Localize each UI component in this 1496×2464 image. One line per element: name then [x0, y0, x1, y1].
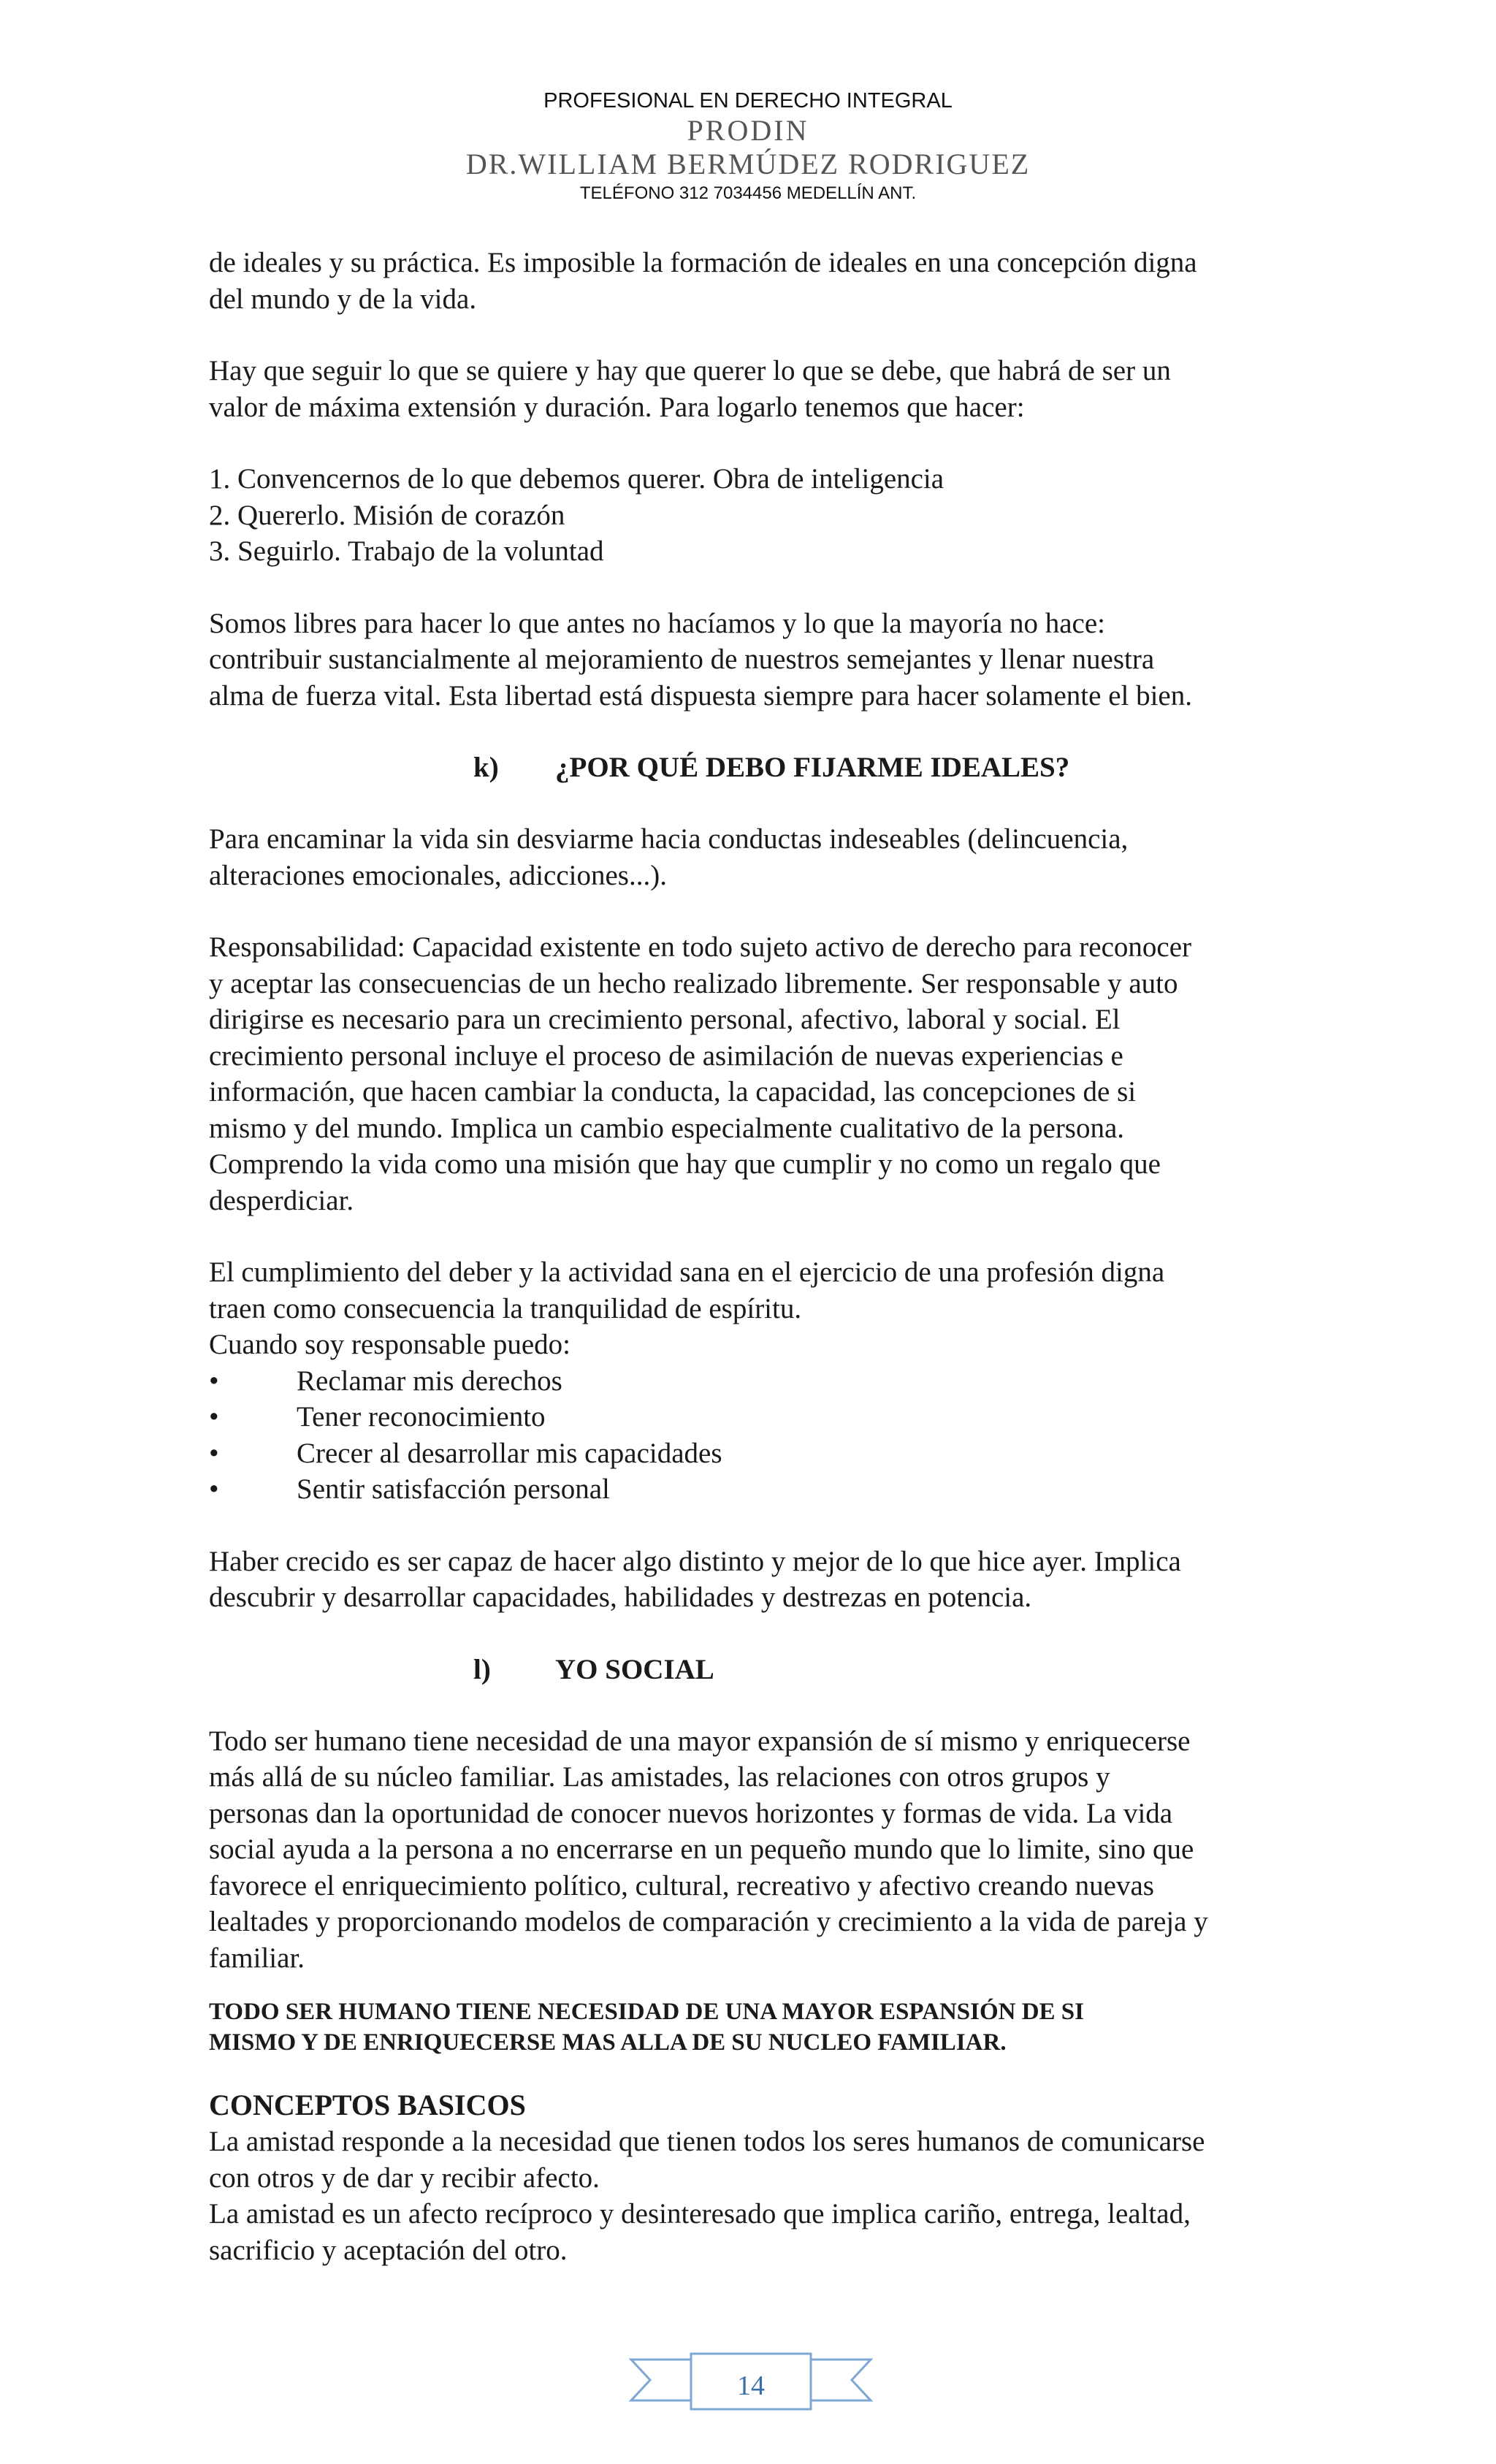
section-title: YO SOCIAL	[555, 1653, 714, 1685]
list-item: • Tener reconocimiento	[209, 1399, 1290, 1435]
list-item: • Sentir satisfacción personal	[209, 1471, 1290, 1508]
bullet-icon: •	[209, 1401, 219, 1433]
paragraph-friendship-need: La amistad responde a la necesidad que tienen todos los seres humanos de comunicarse con otros y de dar y recibir afecto.	[209, 2126, 1205, 2194]
page-number: 14	[737, 2370, 765, 2401]
list-item: • Reclamar mis derechos	[209, 1363, 1290, 1400]
header-line-author: DR.WILLIAM BERMÚDEZ RODRIGUEZ	[465, 148, 1031, 180]
paragraph-friendship-definition: La amistad es un afecto recíproco y desinteresado que implica cariño, entrega, lealtad, sacrificio y aceptación del otro.	[209, 2198, 1191, 2266]
page-footer	[628, 2346, 874, 2419]
numbered-list	[209, 461, 1290, 570]
paragraph-follow: Hay que seguir lo que se quiere y hay que querer lo que se debe, que habrá de ser un valor de máxima extensión y duración. Para logarlo tenemos que hacer:	[209, 355, 1171, 423]
header-line-firm: PROFESIONAL EN DERECHO INTEGRAL	[543, 89, 953, 112]
section-title: ¿POR QUÉ DEBO FIJARME IDEALES?	[555, 752, 1070, 783]
header-line-acronym: PRODIN	[687, 114, 809, 147]
paragraph-responsibility: Responsabilidad: Capacidad existente en todo sujeto activo de derecho para reconocer y aceptar las consecuencias de un hecho realizado libremente. Ser responsable y auto dirigirse es necesario para un crecimiento personal, afectivo, laboral y social. El crecimiento personal incluye el proceso de asimilación de nuevas experiencias e información, que hacen cambiar la conducta, la capacidad, las concepciones de si mismo y del mundo. Implica un cambio especialmente cualitativo de la persona. Comprendo la vida como una misión que hay que cumplir y no como un regalo que desperdiciar.	[209, 931, 1191, 1216]
bullet-icon: •	[209, 1437, 219, 1469]
header-line-phone: TELÉFONO 312 7034456 MEDELLÍN ANT.	[579, 183, 917, 203]
bullet-list	[209, 1363, 1290, 1508]
section-heading-k	[209, 750, 1290, 785]
paragraph-purpose: Para encaminar la vida sin desviarme hacia conductas indeseables (delincuencia, alteraciones emocionales, adicciones...).	[209, 823, 1129, 891]
bullet-icon: •	[209, 1365, 219, 1397]
list-item: 2. Quererlo. Misión de corazón	[209, 499, 565, 531]
bullet-intro: Cuando soy responsable puedo:	[209, 1329, 571, 1360]
paragraph-freedom: Somos libres para hacer lo que antes no hacíamos y lo que la mayoría no hace: contribuir sustancialmente al mejoramiento de nuestros semejantes y llenar nuestra alma de fuerza vital. Esta libertad está dispuesta siempre para hacer solamente el bien.	[209, 607, 1192, 712]
bullet-icon: •	[209, 1473, 219, 1505]
emphasis-note: TODO SER HUMANO TIENE NECESIDAD DE UNA MAYOR ESPANSIÓN DE SI MISMO Y DE ENRIQUECERSE MAS ALLA DE SU NUCLEO FAMILIAR.	[209, 1999, 1085, 2056]
paragraph-social: Todo ser humano tiene necesidad de una mayor expansión de sí mismo y enriquecerse más allá de su núcleo familiar. Las amistades, las relaciones con otros grupos y personas dan la oportunidad de conocer nuevos horizontes y formas de vida. La vida social ayuda a la persona a no encerrarse en un pequeño mundo que lo limite, sino que favorece el enriquecimiento político, cultural, recreativo y afectivo creando nuevas lealtades y proporcionando modelos de comparación y crecimiento a la vida de pareja y familiar.	[209, 1725, 1208, 1974]
paragraph-duty: El cumplimiento del deber y la actividad sana en el ejercicio de una profesión digna traen como consecuencia la tranquilidad de espíritu. Cuando soy responsable puedo:	[209, 1254, 1290, 1363]
section-heading-l	[209, 1652, 1290, 1687]
paragraph-ideals: de ideales y su práctica. Es imposible la formación de ideales en una concepción digna del mundo y de la vida.	[209, 247, 1197, 315]
paragraph-growth: Haber crecido es ser capaz de hacer algo distinto y mejor de lo que hice ayer. Implica descubrir y desarrollar capacidades, habilidades y destrezas en potencia.	[209, 1545, 1181, 1613]
page-header	[0, 88, 1496, 206]
list-item: • Crecer al desarrollar mis capacidades	[209, 1435, 1290, 1472]
page-body	[209, 245, 1290, 2268]
list-item: 3. Seguirlo. Trabajo de la voluntad	[209, 535, 604, 567]
section-letter: k)	[473, 752, 499, 783]
list-item: 1. Convencernos de lo que debemos querer. Obra de inteligencia	[209, 463, 944, 495]
section-letter: l)	[473, 1653, 491, 1685]
concepts-heading: CONCEPTOS BASICOS	[209, 2089, 526, 2121]
